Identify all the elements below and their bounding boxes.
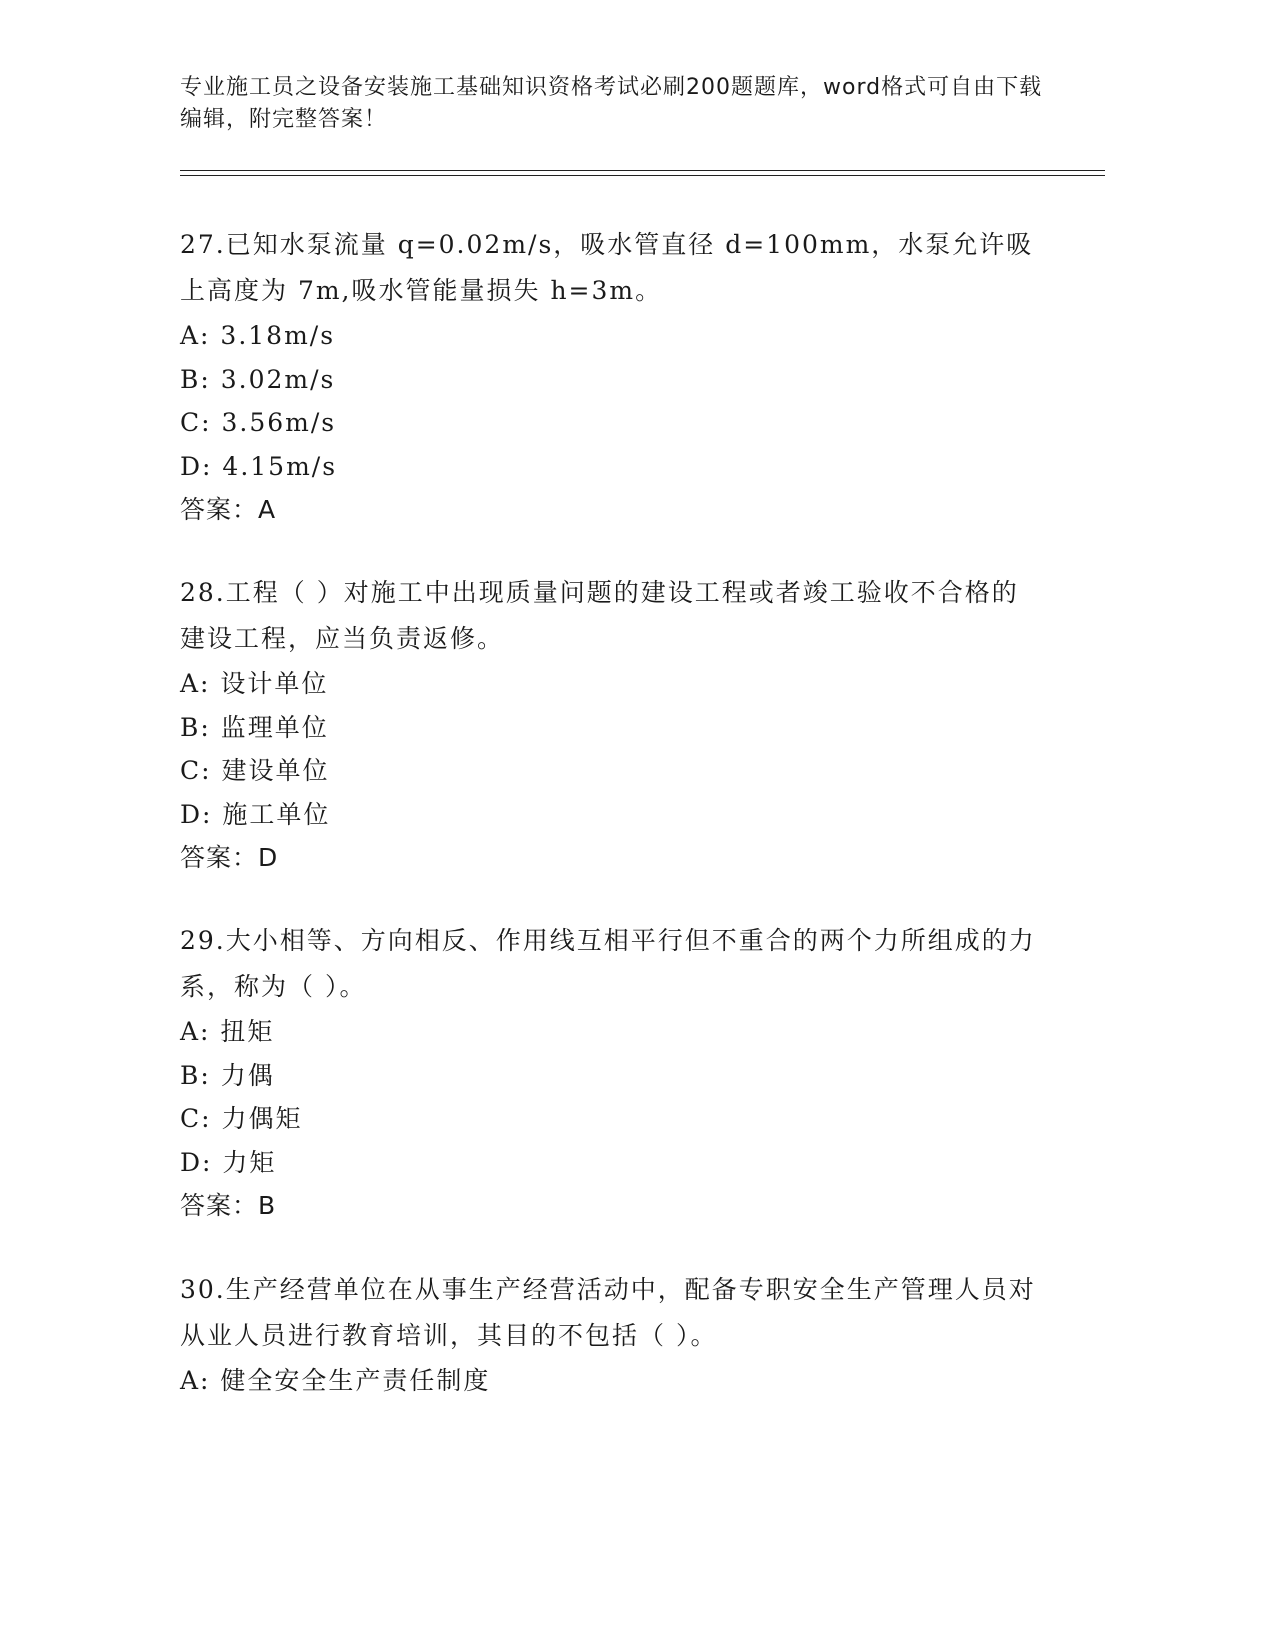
answer-label: 答案：A xyxy=(180,495,277,524)
option-d: D: 4.15m/s xyxy=(180,451,338,481)
option-d: D: 施工单位 xyxy=(180,799,331,829)
option-c: C: 力偶矩 xyxy=(180,1104,303,1133)
option-a: A: 健全安全生产责任制度 xyxy=(180,1366,491,1395)
header-divider-top xyxy=(180,170,1105,171)
document-header: 专业施工员之设备安装施工基础知识资格考试必刷200题题库，word格式可自由下载编辑，附完整答案！ xyxy=(180,75,1043,132)
option-a: A: 扭矩 xyxy=(180,1017,275,1046)
header-divider-bottom xyxy=(180,175,1105,176)
question-stem: 28.工程（ ）对施工中出现质量问题的建设工程或者竣工验收不合格的建设工程，应当负责返修。 xyxy=(180,578,1019,653)
option-a: A: 设计单位 xyxy=(180,669,329,698)
option-a: A: 3.18m/s xyxy=(180,321,336,350)
answer-label: 答案：B xyxy=(180,1191,277,1220)
question-stem: 27.已知水泵流量 q=0.02m/s，吸水管直径 d=100mm，水泵允许吸上高度为 7m,吸水管能量损失 h=3m。 xyxy=(180,230,1034,305)
question-stem: 30.生产经营单位在从事生产经营活动中，配备专职安全生产管理人员对从业人员进行教育培训，其目的不包括（ ）。 xyxy=(180,1275,1036,1350)
option-b: B: 监理单位 xyxy=(180,712,329,742)
option-b: B: 力偶 xyxy=(180,1060,275,1090)
option-c: C: 建设单位 xyxy=(180,756,330,785)
question-30 xyxy=(180,1267,1080,1403)
option-b: B: 3.02m/s xyxy=(180,364,336,394)
option-d: D: 力矩 xyxy=(180,1147,277,1177)
question-stem: 29.大小相等、方向相反、作用线互相平行但不重合的两个力所组成的力系，称为（ ）。 xyxy=(180,926,1036,1001)
question-29 xyxy=(180,918,1080,1228)
question-28 xyxy=(180,570,1080,880)
option-c: C: 3.56m/s xyxy=(180,408,337,437)
question-27 xyxy=(180,222,1080,532)
answer-label: 答案：D xyxy=(180,843,279,872)
